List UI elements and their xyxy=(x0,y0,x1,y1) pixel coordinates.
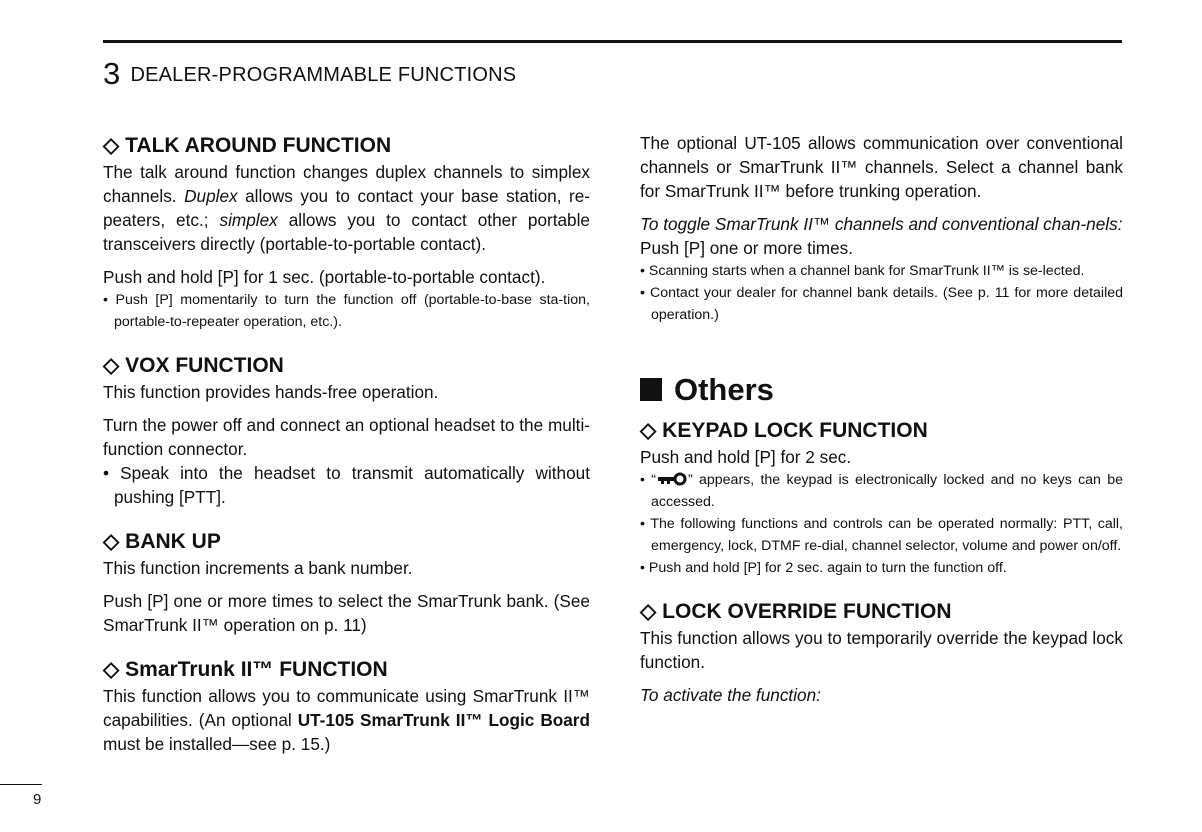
dealer-bullet: • Contact your dealer for channel bank details. (See p. 11 for more detailed operation.) xyxy=(640,285,1123,323)
vox-bullet: • Speak into the headset to transmit automatically without pushing [PTT]. xyxy=(103,463,590,507)
talk-around-instruction: Push and hold [P] for 1 sec. (portable-to-portable contact). xyxy=(103,267,546,287)
diamond-outline-icon: ◇ xyxy=(103,134,120,157)
vox-heading: ◇ VOX FUNCTION xyxy=(103,354,284,377)
lock-override-heading: ◇ LOCK OVERRIDE FUNCTION xyxy=(640,600,952,623)
keypad-lock-bullet-3: • Push and hold [P] for 2 sec. again to turn the function off. xyxy=(640,560,1007,576)
keypad-lock-bullet-1: • “ ” appears, the keypad is electronically locked and no keys can be accessed. xyxy=(640,472,1124,510)
diamond-outline-icon: ◇ xyxy=(103,354,120,377)
ut105-intro: The optional UT-105 allows communication over conventional channels or SmarTrunk II™ channels. Select a channel bank for SmarTrunk II™ before trunking operation. xyxy=(640,133,1123,201)
scanning-bullet: • Scanning starts when a channel bank for SmarTrunk II™ is se-lected. xyxy=(640,263,1085,279)
toggle-label: To toggle SmarTrunk II™ channels and conventional chan-nels: xyxy=(640,214,1123,234)
bank-up-paragraph: This function increments a bank number. xyxy=(103,558,413,578)
lock-override-paragraph: This function allows you to temporarily override the keypad lock function. xyxy=(640,628,1123,672)
bank-up-instruction: Push [P] one or more times to select the SmarTrunk bank. (See SmarTrunk II™ operation on p. 11) xyxy=(103,591,590,635)
right-column xyxy=(640,131,1123,707)
chapter-title: DEALER-PROGRAMMABLE FUNCTIONS xyxy=(130,64,517,86)
page-number-rule xyxy=(0,784,42,785)
talk-around-heading: ◇ TALK AROUND FUNCTION xyxy=(103,134,392,157)
page-number: 9 xyxy=(33,791,42,808)
header-rule xyxy=(103,40,1122,43)
vox-paragraph: This function provides hands-free operation. xyxy=(103,382,439,402)
left-column xyxy=(103,132,590,756)
others-heading: Others xyxy=(640,370,1123,410)
diamond-outline-icon: ◇ xyxy=(103,530,120,553)
keypad-lock-bullet-2: • The following functions and controls can be operated normally: PTT, call, emergency, lock, DTMF re-dial, channel selector, volume and power on/off. xyxy=(640,516,1123,554)
vox-instruction: Turn the power off and connect an optional headset to the multi-function connector. xyxy=(103,415,590,459)
bank-up-heading: ◇ BANK UP xyxy=(103,530,221,553)
keypad-lock-instruction: Push and hold [P] for 2 sec. xyxy=(640,447,852,467)
smartrunk-heading: ◇ SmarTrunk II™ FUNCTION xyxy=(103,658,388,681)
diamond-outline-icon: ◇ xyxy=(640,419,657,442)
black-square-icon xyxy=(640,378,662,401)
keypad-lock-heading: ◇ KEYPAD LOCK FUNCTION xyxy=(640,419,928,442)
activate-label: To activate the function: xyxy=(640,685,821,705)
smartrunk-paragraph: This function allows you to communicate using SmarTrunk II™ capabilities. (An optional UT-105 SmarTrunk II™ Logic Board must be installed—see p. 15.) xyxy=(103,686,590,754)
diamond-outline-icon: ◇ xyxy=(640,600,657,623)
talk-around-bullet: • Push [P] momentarily to turn the function off (portable-to-base sta-tion, portable-to-repeater operation, etc.). xyxy=(103,292,590,330)
diamond-outline-icon: ◇ xyxy=(103,658,120,681)
key-icon xyxy=(656,472,688,486)
chapter-number: 3 xyxy=(103,56,121,91)
chapter-header xyxy=(103,56,516,92)
talk-around-paragraph: The talk around function changes duplex channels to simplex channels. Duplex allows you to contact your base station, re-peaters, etc.; simplex allows you to contact other portable transceivers directly (portable-to-portable contact). xyxy=(103,162,591,254)
toggle-step: Push [P] one or more times. xyxy=(640,238,854,258)
